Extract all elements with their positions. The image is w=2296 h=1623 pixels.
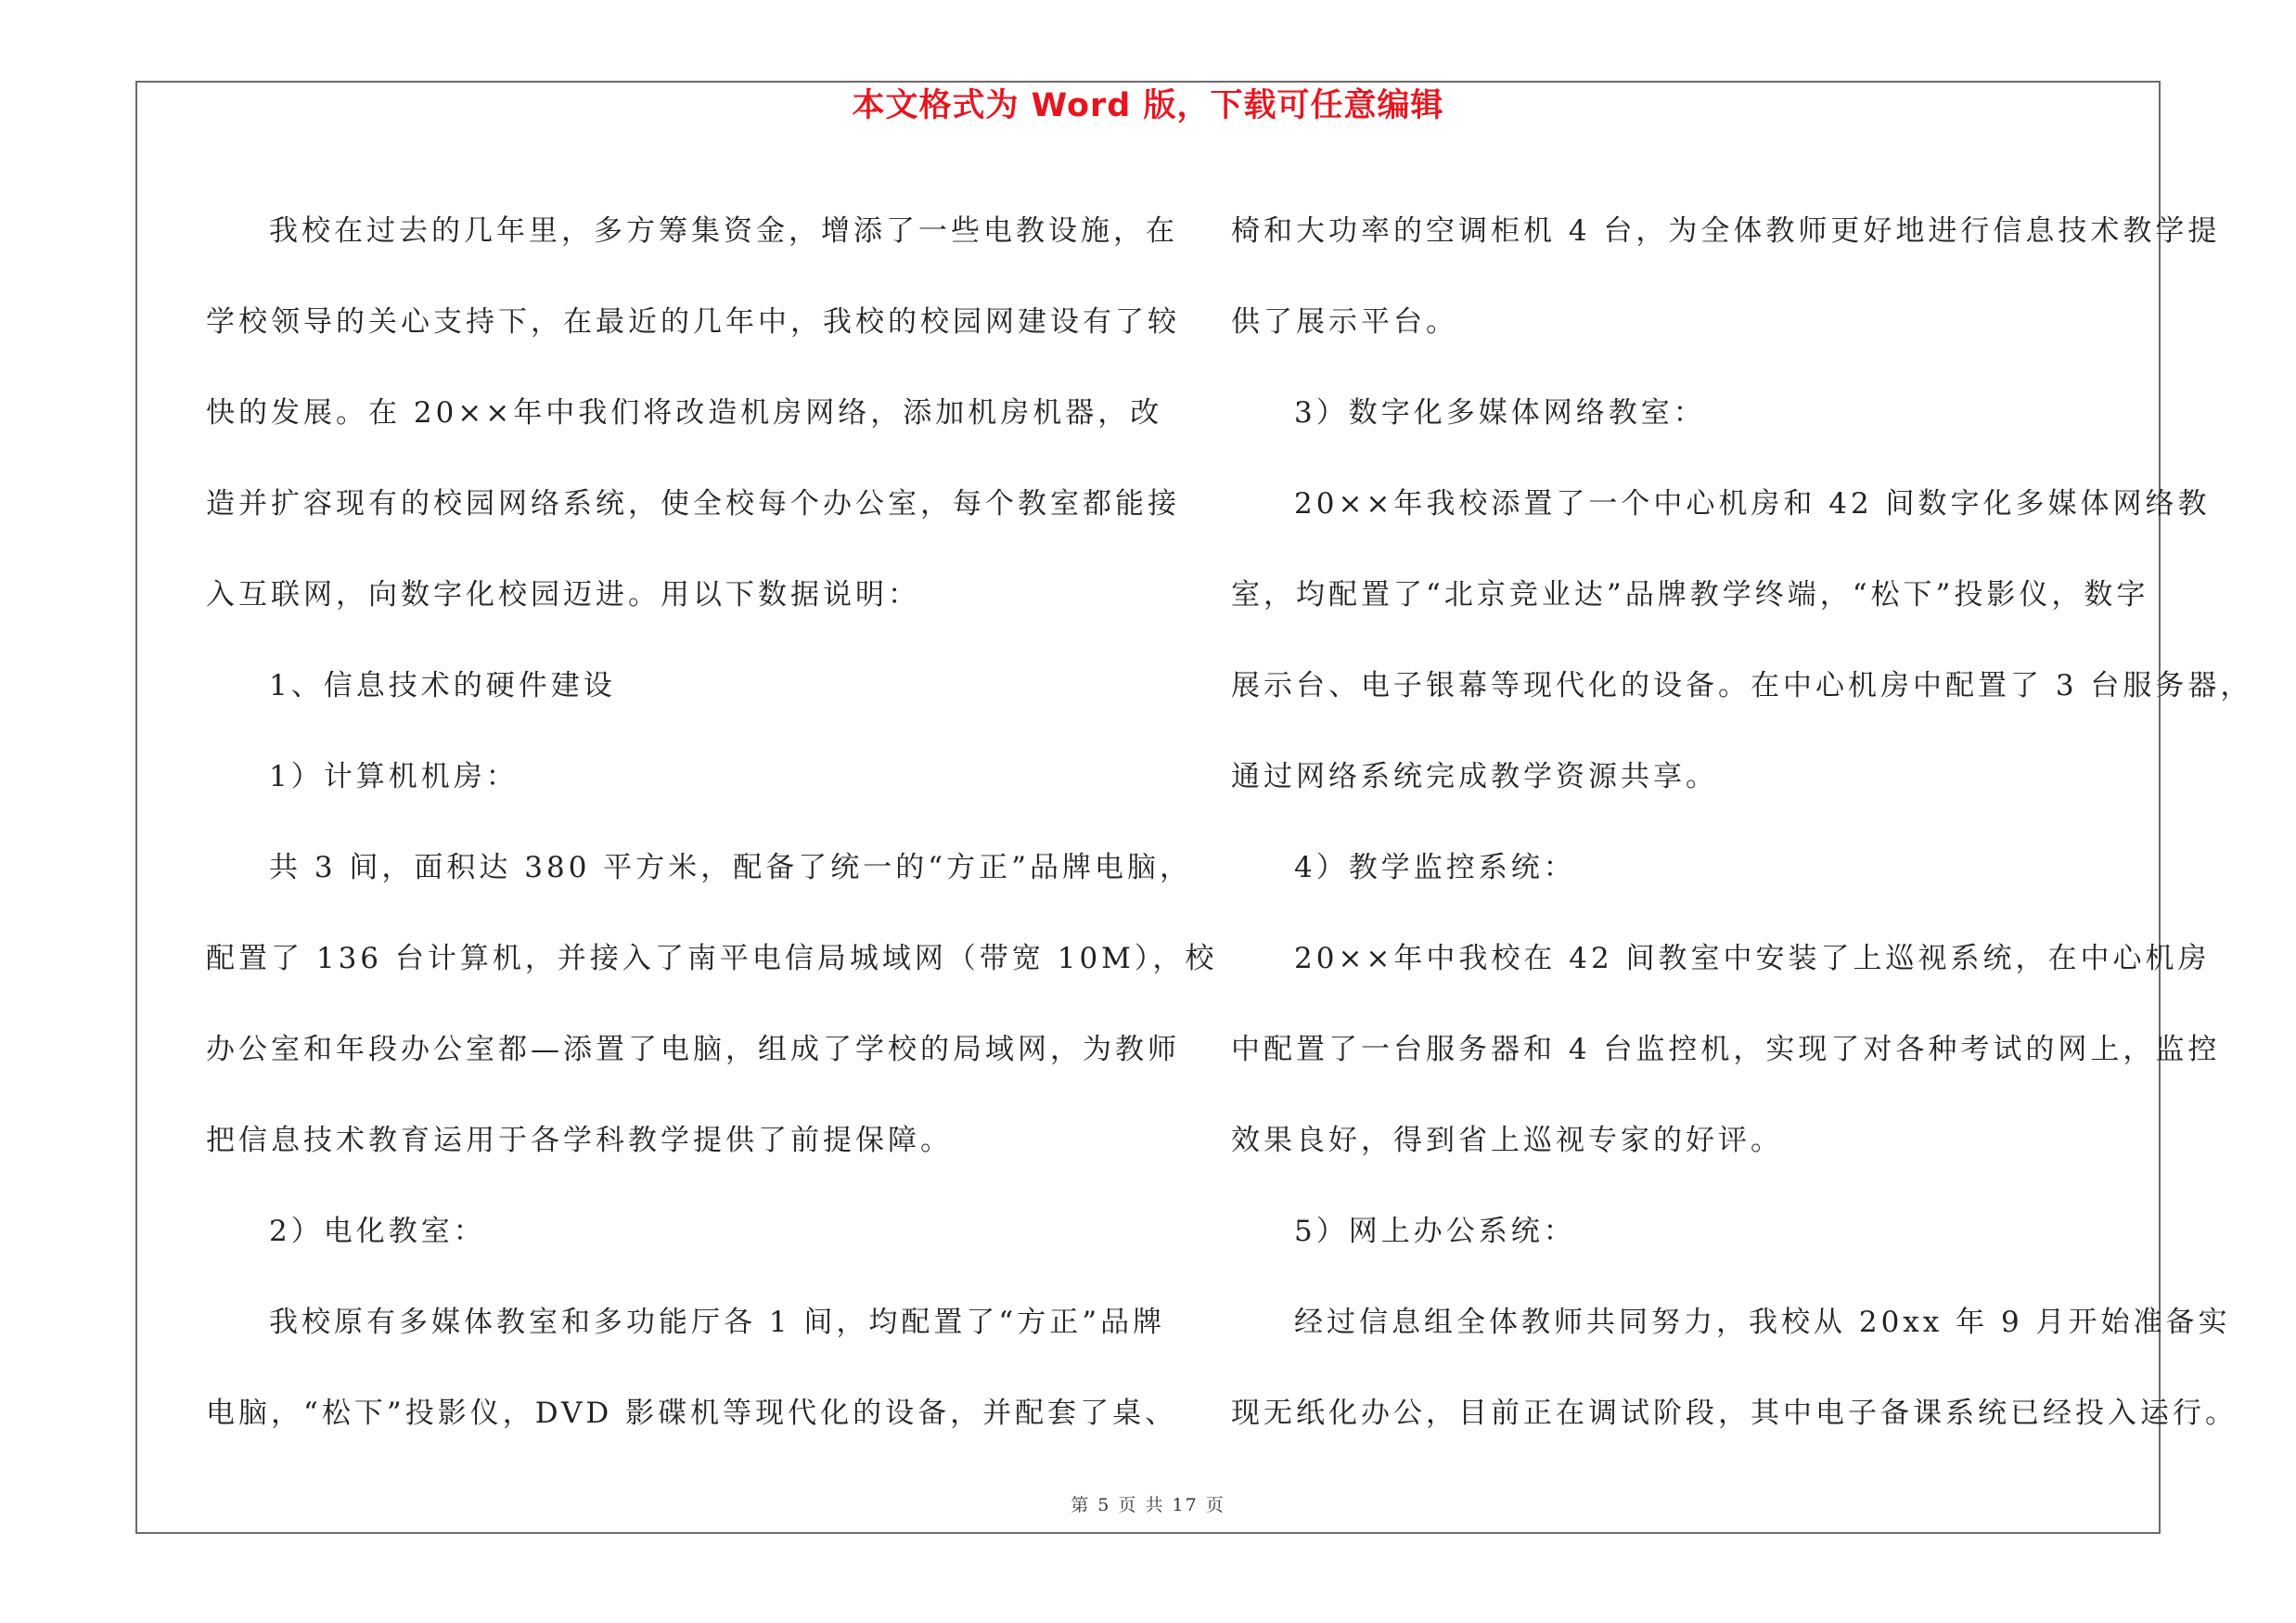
body-line: 中配置了一台服务器和 4 台监控机，实现了对各种考试的网上，监控 (1231, 1033, 2221, 1066)
body-line: 入互联网，向数字化校园迈进。用以下数据说明： (206, 578, 920, 612)
subsection-heading: 2）电化教室： (269, 1215, 486, 1248)
body-line: 通过网络系统完成教学资源共享。 (1231, 760, 1718, 793)
body-line: 把信息技术教育运用于各学科教学提供了前提保障。 (206, 1124, 953, 1157)
body-line: 我校在过去的几年里，多方筹集资金，增添了一些电教设施，在 (269, 214, 1178, 248)
body-line: 共 3 间，面积达 380 平方米，配备了统一的“方正”品牌电脑， (269, 851, 1193, 884)
right-text-column (1231, 186, 2253, 1459)
body-line: 现无纸化办公，目前正在调试阶段，其中电子备课系统已经投入运行。 (1231, 1397, 2238, 1430)
body-line: 学校领导的关心支持下，在最近的几年中，我校的校园网建设有了较 (206, 305, 1180, 339)
body-line: 20××年中我校在 42 间教室中安装了上巡视系统，在中心机房 (1294, 942, 2211, 975)
body-line: 办公室和年段办公室都—添置了电脑，组成了学校的局域网，为教师 (206, 1033, 1180, 1066)
subsection-heading: 4）教学监控系统： (1294, 851, 1576, 884)
body-line: 我校原有多媒体教室和多功能厅各 1 间，均配置了“方正”品牌 (269, 1306, 1166, 1339)
document-header-title: 本文格式为 Word 版，下载可任意编辑 (852, 87, 1444, 124)
body-line: 电脑，“松下”投影仪，DVD 影碟机等现代化的设备，并配套了桌、 (206, 1397, 1178, 1430)
body-line: 经过信息组全体教师共同努力，我校从 20xx 年 9 月开始准备实 (1294, 1306, 2231, 1339)
subsection-heading: 5）网上办公系统： (1294, 1215, 1576, 1248)
page-number-footer: 第 5 页 共 17 页 (1071, 1495, 1225, 1515)
section-heading: 1、信息技术的硬件建设 (269, 669, 616, 702)
body-line: 展示台、电子银幕等现代化的设备。在中心机房中配置了 3 台服务器， (1231, 669, 2253, 702)
body-line: 20××年我校添置了一个中心机房和 42 间数字化多媒体网络教 (1294, 487, 2211, 521)
left-text-column (206, 186, 1218, 1459)
body-line: 椅和大功率的空调柜机 4 台，为全体教师更好地进行信息技术教学提 (1231, 214, 2221, 248)
body-line: 室，均配置了“北京竞业达”品牌教学终端，“松下”投影仪，数字 (1231, 578, 2149, 612)
body-line: 造并扩容现有的校园网络系统，使全校每个办公室，每个教室都能接 (206, 487, 1180, 521)
subsection-heading: 3）数字化多媒体网络教室： (1294, 396, 1706, 430)
body-line: 效果良好，得到省上巡视专家的好评。 (1231, 1124, 1783, 1157)
body-line: 配置了 136 台计算机，并接入了南平电信局城域网（带宽 10M），校 (206, 942, 1218, 975)
body-line: 快的发展。在 20××年中我们将改造机房网络，添加机房机器，改 (206, 396, 1163, 430)
body-line: 供了展示平台。 (1231, 305, 1458, 339)
subsection-heading: 1）计算机机房： (269, 760, 519, 793)
